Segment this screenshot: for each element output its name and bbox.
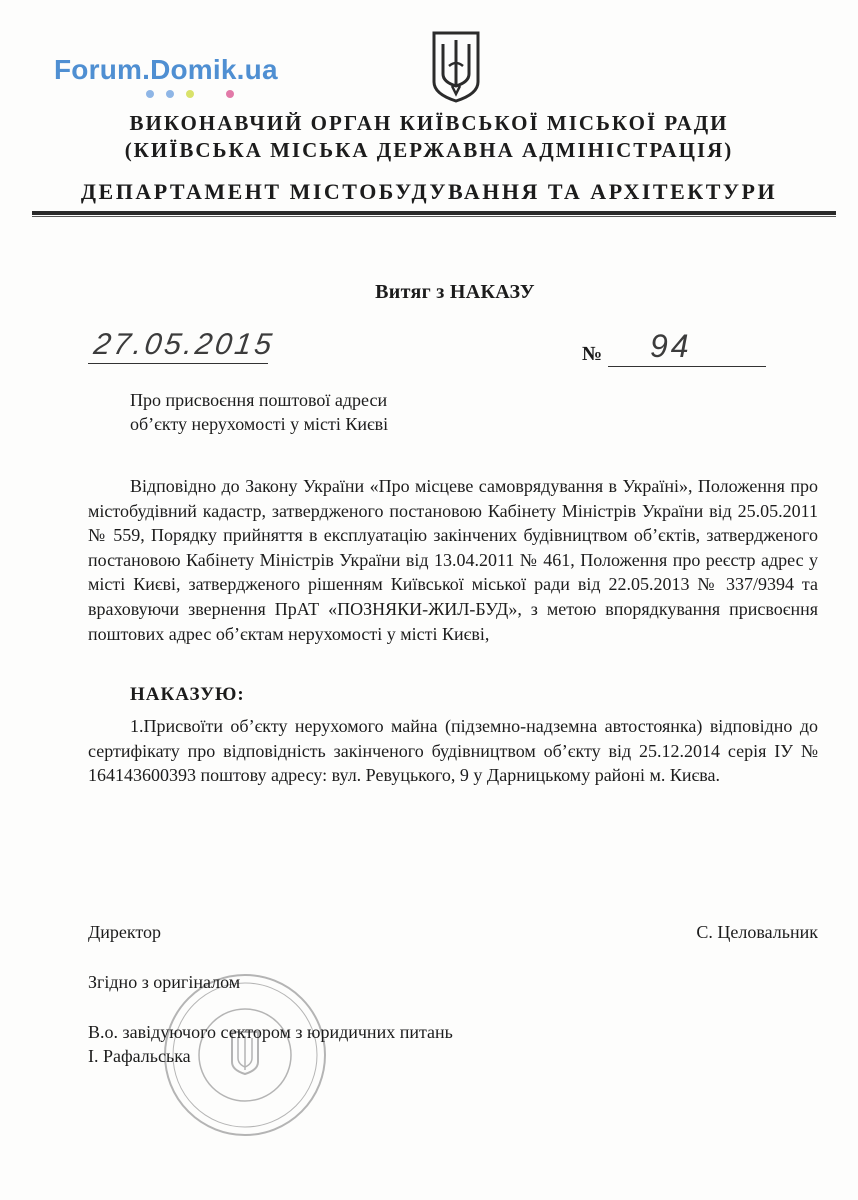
org-line-2: (КИЇВСЬКА МІСЬКА ДЕРЖАВНА АДМІНІСТРАЦІЯ)	[124, 138, 734, 162]
order-item-1: 1.Присвоїти об’єкту нерухомого майна (підземно-надземна автостоянка) відповідно до сертифікату про відповідність закінченого будівництвом об’єкту від 25.12.2014 серія ІУ № 164143600393 поштову адресу: вул. Ревуцького, 9 у Дарницькому районі м. Києва.	[88, 716, 818, 786]
acting-head-title: В.о. завідуючого сектором з юридичних питань	[88, 1022, 453, 1042]
preamble-paragraph: Відповідно до Закону України «Про місцеве самоврядування в Україні», Положення про містобудівний кадастр, затвердженого постановою Кабінету Міністрів України від 25.05.2011 № 559, Порядку прийняття в експлуатацію закінчених будівництвом об’єктів, затвердженого постановою Кабінету Міністрів України від 13.04.2011 № 461, Положення про реєстр адрес у місті Києві, затвердженого рішенням Київської міської ради від 22.05.2013 № 337/9394 та враховуючи звернення ПрАТ «ПОЗНЯКИ-ЖИЛ-БУД», з метою впорядкування присвоєння поштових адрес об’єктам нерухомості у місті Києві,	[88, 476, 818, 644]
department-title: ДЕПАРТАМЕНТ МІСТОБУДУВАННЯ ТА АРХІТЕКТУРИ	[80, 179, 778, 204]
watermark-dot-yellow	[186, 90, 194, 98]
order-date: 27.05.2015	[91, 328, 277, 361]
acting-head-name: І. Рафальська	[88, 1046, 191, 1066]
forum-watermark: Forum.Domik.ua	[54, 54, 278, 85]
number-sign: №	[582, 343, 603, 365]
order-heading: НАКАЗУЮ:	[130, 684, 245, 705]
subject-line-2: об’єкту нерухомості у місті Києві	[130, 414, 389, 434]
date-underline	[88, 363, 268, 364]
watermark-dot-blue-2	[166, 90, 174, 98]
director-title: Директор	[88, 922, 162, 942]
org-line-1: ВИКОНАВЧИЙ ОРГАН КИЇВСЬКОЇ МІСЬКОЇ РАДИ	[129, 111, 729, 135]
copy-certification-note: Згідно з оригіналом	[88, 972, 241, 992]
header-divider-thick	[32, 211, 836, 215]
trident-emblem-icon	[430, 30, 482, 104]
number-underline	[608, 366, 766, 367]
subject-line-1: Про присвоєння поштової адреси	[130, 390, 388, 410]
header-divider-thin	[32, 216, 836, 217]
order-subject	[130, 388, 388, 436]
document-title: Витяг з НАКАЗУ	[375, 281, 535, 303]
watermark-dot-pink	[226, 90, 234, 98]
director-name: С. Целовальник	[696, 922, 818, 942]
order-number: 94	[650, 328, 692, 364]
watermark-dot-blue	[146, 90, 154, 98]
